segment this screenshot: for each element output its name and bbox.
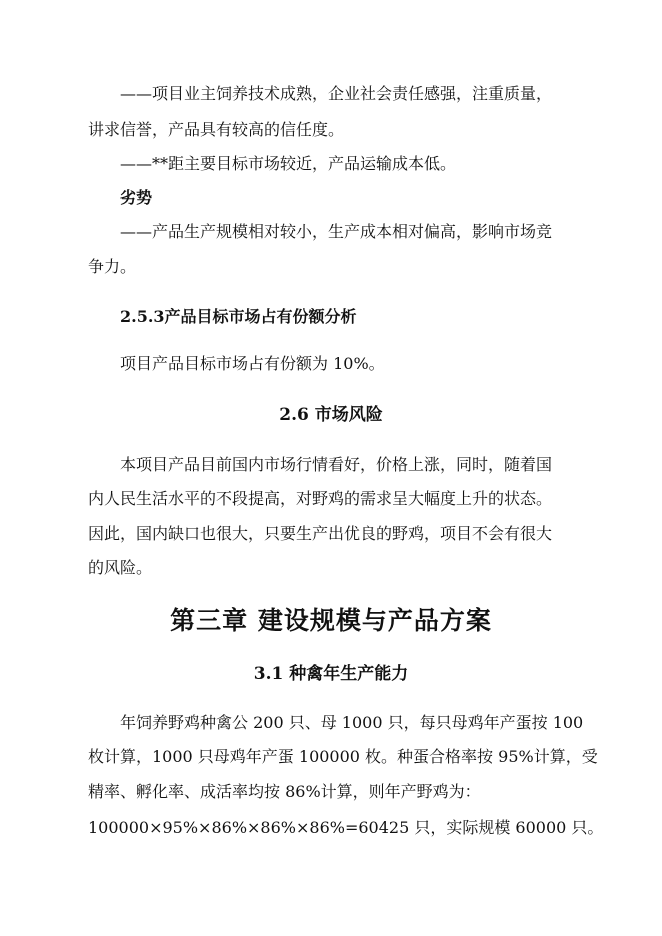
advantage-line-1: ——项目业主饲养技术成熟，企业社会责任感强，注重质量， <box>120 84 553 103</box>
section-3-1-heading: 3.1 种禽年生产能力 <box>253 664 409 684</box>
chapter-title: 第三章 建设规模与产品方案 <box>170 606 492 635</box>
section-3-1-line-1: 年饲养野鸡种禽公 200 只、母 1000 只，每只母鸡年产蛋按 100 <box>120 713 584 732</box>
advantage-line-2: 讲求信誉，产品具有较高的信任度。 <box>88 120 345 139</box>
section-2-5-3-heading: 2.5.3产品目标市场占有份额分析 <box>120 307 357 326</box>
section-2-6-line-2: 内人民生活水平的不段提高，对野鸡的需求呈大幅度上升的状态。 <box>88 489 553 508</box>
disadvantage-heading: 劣势 <box>120 188 153 207</box>
section-2-6-heading: 2.6 市场风险 <box>279 405 383 425</box>
section-3-1-line-4: 100000×95%×86%×86%×86%=60425 只，实际规模 60000 只。 <box>88 818 604 837</box>
section-2-6-line-4: 的风险。 <box>88 558 153 577</box>
section-3-1-line-3: 精率、孵化率、成活率均按 86%计算，则年产野鸡为： <box>88 782 481 801</box>
section-3-1-line-2: 枚计算，1000 只母鸡年产蛋 100000 枚。种蛋合格率按 95%计算，受 <box>88 747 598 766</box>
disadvantage-line-2: 争力。 <box>88 257 137 276</box>
section-2-6-line-3: 因此，国内缺口也很大，只要生产出优良的野鸡，项目不会有很大 <box>88 524 553 543</box>
section-2-5-3-text: 项目产品目标市场占有份额为 10%。 <box>120 354 385 373</box>
advantage-line-3: ——**距主要目标市场较近，产品运输成本低。 <box>120 154 457 173</box>
disadvantage-line-1: ——产品生产规模相对较小，生产成本相对偏高，影响市场竞 <box>120 222 553 241</box>
section-2-6-line-1: 本项目产品目前国内市场行情看好，价格上涨，同时，随着国 <box>120 455 553 474</box>
